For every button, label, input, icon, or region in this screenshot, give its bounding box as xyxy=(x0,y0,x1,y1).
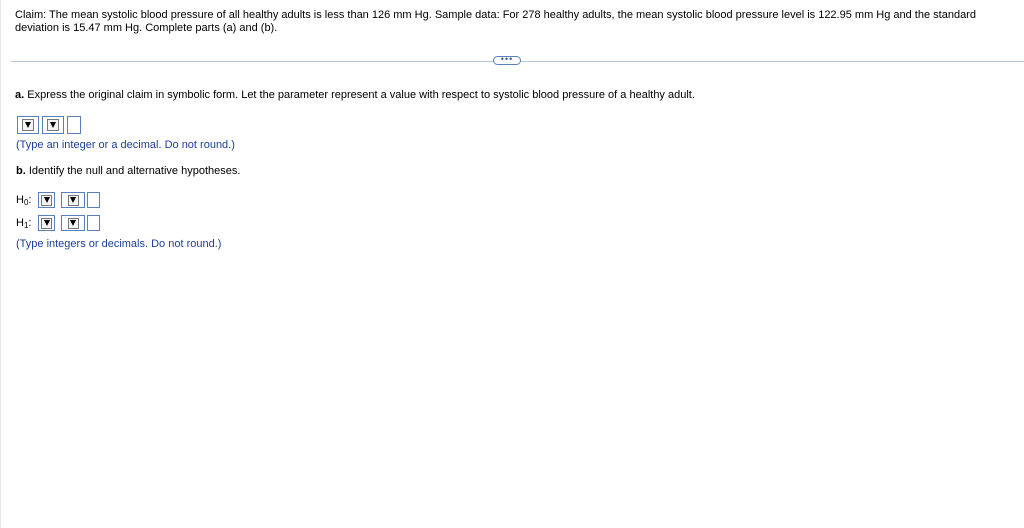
part-a-hint: (Type an integer or a decimal. Do not round.) xyxy=(16,139,235,151)
part-b-text: Identify the null and alternative hypotheses. xyxy=(25,165,241,177)
dropdown-arrow-icon xyxy=(47,119,59,131)
expand-more-button[interactable]: ••• xyxy=(493,56,521,65)
h1-parameter-dropdown[interactable] xyxy=(38,215,55,231)
dropdown-arrow-icon xyxy=(41,195,52,206)
h0-parameter-dropdown[interactable] xyxy=(38,192,55,208)
h0-relation-dropdown[interactable] xyxy=(61,192,85,208)
claim-text: Claim: The mean systolic blood pressure of all healthy adults is less than 126 mm Hg. Sample data: For 278 healthy adults, the mean systolic blood pressure level is 122.95 mm Hg and the standard deviation is 15.47 mm Hg. Complete parts (a) and (b). xyxy=(15,9,976,34)
h1-relation-dropdown[interactable] xyxy=(61,215,85,231)
dropdown-arrow-icon xyxy=(68,195,79,206)
part-b-letter: b. xyxy=(16,165,26,177)
relation-dropdown[interactable] xyxy=(42,116,64,134)
parameter-dropdown[interactable] xyxy=(17,116,39,134)
dropdown-arrow-icon xyxy=(22,119,34,131)
part-b-hint: (Type integers or decimals. Do not round.) xyxy=(16,238,222,250)
null-hypothesis-label: $H_0$: xyxy=(16,193,32,207)
alternative-hypothesis-label: $H_1$: xyxy=(16,216,32,230)
part-a-letter: a. xyxy=(15,89,25,101)
dropdown-arrow-icon xyxy=(68,218,79,229)
claim-value-input[interactable] xyxy=(67,116,81,134)
h1-value-input[interactable] xyxy=(87,215,100,231)
part-a-answer-row xyxy=(17,116,81,134)
part-b-prompt xyxy=(16,165,240,177)
null-hypothesis-row xyxy=(16,192,100,208)
alternative-hypothesis-row xyxy=(16,215,100,231)
part-a-prompt xyxy=(15,89,695,101)
h0-value-input[interactable] xyxy=(87,192,100,208)
part-a-text: Express the original claim in symbolic form. Let the parameter represent a value with respect to systolic blood pressure of a healthy adult. xyxy=(24,89,695,101)
dropdown-arrow-icon xyxy=(41,218,52,229)
